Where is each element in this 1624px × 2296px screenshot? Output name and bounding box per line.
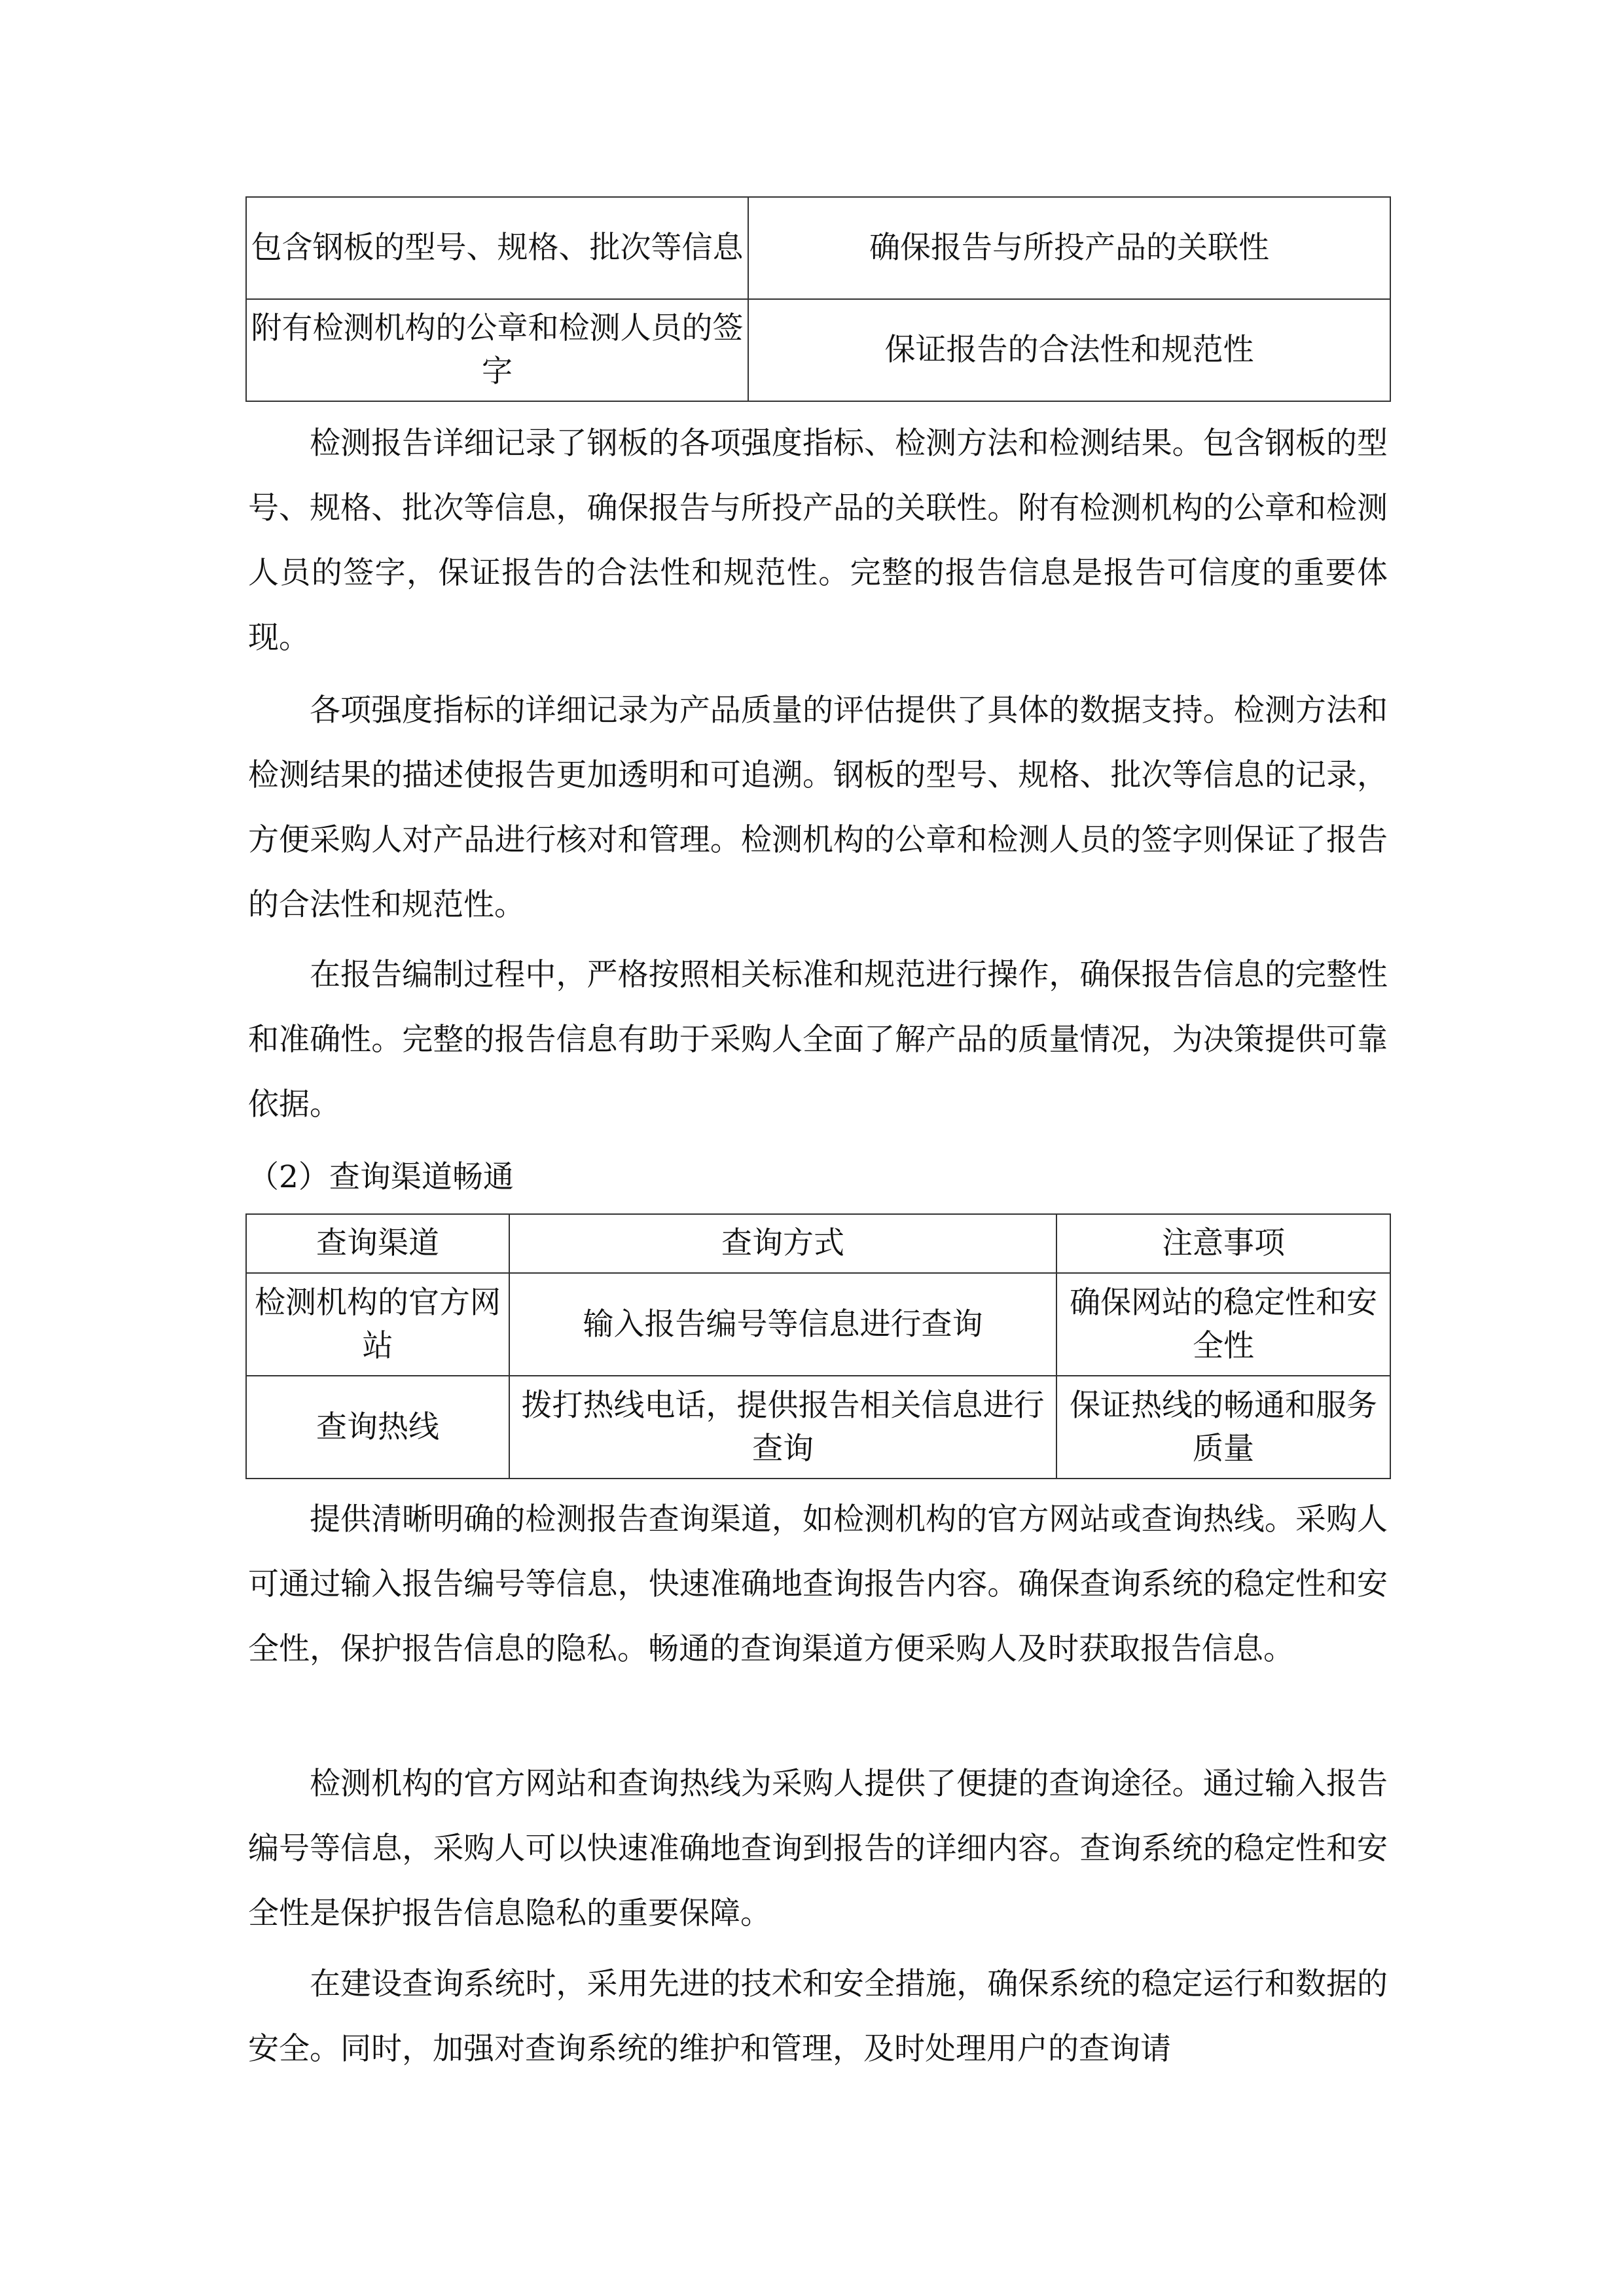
- column-header: 注意事项: [1056, 1214, 1390, 1273]
- table-cell: 附有检测机构的公章和检测人员的签字: [246, 299, 748, 401]
- body-paragraph: 各项强度指标的详细记录为产品质量的评估提供了具体的数据支持。检测方法和检测结果的描述使报告更加透明和可追溯。钢板的型号、规格、批次等信息的记录，方便采购人对产品进行核对和管理。检测机构的公章和检测人员的签字则保证了报告的合法性和规范性。: [248, 692, 1388, 923]
- table-header-row: [246, 1214, 1390, 1273]
- body-paragraph: 在建设查询系统时，采用先进的技术和安全措施，确保系统的稳定运行和数据的安全。同时，加强对查询系统的维护和管理，及时处理用户的查询请: [248, 1966, 1388, 2067]
- table-cell: 确保网站的稳定性和安全性: [1056, 1273, 1390, 1376]
- body-paragraph: 提供清晰明确的检测报告查询渠道，如检测机构的官方网站或查询热线。采购人可通过输入报告编号等信息，快速准确地查询报告内容。确保查询系统的稳定性和安全性，保护报告信息的隐私。畅通的查询渠道方便采购人及时获取报告信息。: [248, 1501, 1388, 1667]
- section-heading: （2）查询渠道畅通: [248, 1159, 514, 1195]
- body-paragraph: 检测报告详细记录了钢板的各项强度指标、检测方法和检测结果。包含钢板的型号、规格、批次等信息，确保报告与所投产品的关联性。附有检测机构的公章和检测人员的签字，保证报告的合法性和规范性。完整的报告信息是报告可信度的重要体现。: [248, 425, 1388, 656]
- body-paragraph: 在报告编制过程中，严格按照相关标准和规范进行操作，确保报告信息的完整性和准确性。完整的报告信息有助于采购人全面了解产品的质量情况，为决策提供可靠依据。: [248, 957, 1388, 1122]
- query-channel-table: [245, 1213, 1391, 1479]
- column-header: 查询渠道: [246, 1214, 509, 1273]
- table-row: [246, 1273, 1390, 1376]
- report-info-table: [245, 196, 1391, 402]
- table-row: [246, 197, 1390, 299]
- table-cell: 输入报告编号等信息进行查询: [509, 1273, 1056, 1376]
- table-row: [246, 299, 1390, 401]
- table-row: [246, 1376, 1390, 1479]
- table-cell: 包含钢板的型号、规格、批次等信息: [246, 197, 748, 299]
- table-cell: 查询热线: [246, 1376, 509, 1479]
- table-cell: 拨打热线电话，提供报告相关信息进行查询: [509, 1376, 1056, 1479]
- column-header: 查询方式: [509, 1214, 1056, 1273]
- body-paragraph: 检测机构的官方网站和查询热线为采购人提供了便捷的查询途径。通过输入报告编号等信息，采购人可以快速准确地查询到报告的详细内容。查询系统的稳定性和安全性是保护报告信息隐私的重要保障。: [248, 1766, 1388, 1931]
- table-cell: 确保报告与所投产品的关联性: [748, 197, 1390, 299]
- table-cell: 保证热线的畅通和服务质量: [1056, 1376, 1390, 1479]
- table-cell: 保证报告的合法性和规范性: [748, 299, 1390, 401]
- table-cell: 检测机构的官方网站: [246, 1273, 509, 1376]
